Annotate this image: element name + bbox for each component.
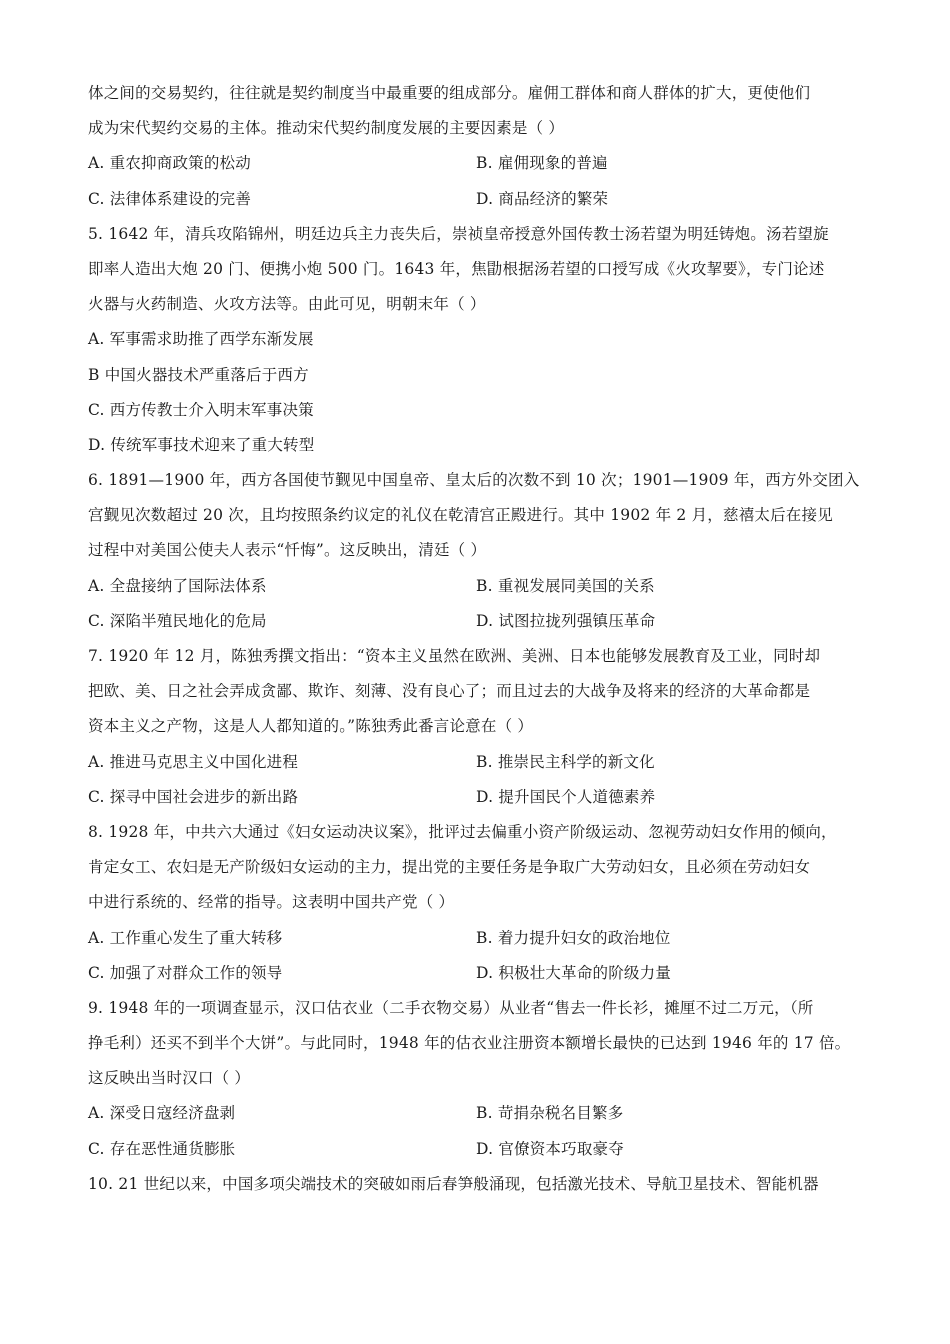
- question-10: [88, 1167, 888, 1202]
- question-7: [88, 639, 888, 815]
- option-d: D. 试图拉拢列强镇压革命: [476, 611, 656, 630]
- question-7-line-3: 资本主义之产物，这是人人都知道的。”陈独秀此番言论意在（ ）: [88, 717, 534, 736]
- question-4-line-1: 体之间的交易契约，往往就是契约制度当中最重要的组成部分。雇佣工群体和商人群体的扩大，更使他们: [88, 84, 811, 102]
- option-b: B. 重视发展同美国的关系: [476, 576, 655, 595]
- question-5-line-1: 5. 1642 年，清兵攻陷锦州，明廷边兵主力丧失后，崇祯皇帝授意外国传教士汤若望为明廷铸炮。汤若望旋: [88, 224, 829, 243]
- option-d: D. 提升国民个人道德素养: [476, 787, 656, 806]
- question-7-line-2: 把欧、美、日之社会弄成贪鄙、欺诈、刻薄、没有良心了；而且过去的大战争及将来的经济的大革命都是: [88, 682, 811, 701]
- option-a: A. 重农抑商政策的松动: [88, 154, 251, 173]
- option-d: D. 官僚资本巧取豪夺: [476, 1139, 624, 1158]
- option-a: A. 全盘接纳了国际法体系: [88, 576, 267, 595]
- question-4-options-row-2: [88, 182, 888, 217]
- option-a: A. 推进马克思主义中国化进程: [88, 752, 299, 771]
- question-7-options-row-1: [88, 745, 888, 780]
- question-8: [88, 815, 888, 991]
- question-6-options-row-2: [88, 604, 888, 639]
- option-d: D. 积极壮大革命的阶级力量: [476, 963, 672, 982]
- option-c: C. 法律体系建设的完善: [88, 189, 252, 208]
- question-9-line-2: 挣毛利）还买不到半个大饼”。与此同时，1948 年的估衣业注册资本额增长最快的已达到 1946 年的 17 倍。: [88, 1034, 851, 1053]
- option-d: D. 商品经济的繁荣: [476, 189, 609, 208]
- option-b: B. 着力提升妇女的政治地位: [476, 928, 671, 947]
- option-c: C. 探寻中国社会进步的新出路: [88, 787, 299, 806]
- option-b: B. 雇佣现象的普遍: [476, 154, 608, 173]
- question-5-line-2: 即率人造出大炮 20 门、便携小炮 500 门。1643 年，焦勖根据汤若望的口授写成《火攻挈要》，专门论述: [88, 259, 825, 278]
- question-9-line-1: 9. 1948 年的一项调查显示，汉口估衣业（二手衣物交易）从业者“售去一件长衫，摊厘不过二万元，（所: [88, 998, 814, 1017]
- question-5: [88, 217, 888, 463]
- question-7-options-row-2: [88, 780, 888, 815]
- question-8-line-2: 肯定女工、农妇是无产阶级妇女运动的主力，提出党的主要任务是争取广大劳动妇女，且必须在劳动妇女: [88, 858, 811, 877]
- option-b: B. 苛捐杂税名目繁多: [476, 1104, 624, 1123]
- option-b: B. 推崇民主科学的新文化: [476, 752, 655, 771]
- question-4-options-row-1: [88, 146, 888, 181]
- question-8-line-3: 中进行系统的、经常的指导。这表明中国共产党（ ）: [88, 893, 455, 912]
- question-6-line-2: 宫觐见次数超过 20 次，且均按照条约议定的礼仪在乾清宫正殿进行。其中 1902 年 2 月，慈禧太后在接见: [88, 506, 833, 525]
- question-9-options-row-2: [88, 1132, 888, 1167]
- question-7-line-1: 7. 1920 年 12 月，陈独秀撰文指出：“资本主义虽然在欧洲、美洲、日本也能够发展教育及工业，同时却: [88, 647, 821, 665]
- option-a: A. 工作重心发生了重大转移: [88, 928, 283, 947]
- question-4-line-2: 成为宋代契约交易的主体。推动宋代契约制度发展的主要因素是（ ）: [88, 119, 565, 138]
- option-d: D. 传统军事技术迎来了重大转型: [88, 435, 315, 454]
- option-c: C. 存在恶性通货膨胀: [88, 1139, 236, 1158]
- question-6-options-row-1: [88, 569, 888, 604]
- question-9-line-3: 这反映出当时汉口（ ）: [88, 1069, 251, 1088]
- question-8-options-row-1: [88, 921, 888, 956]
- question-6-line-1: 6. 1891—1900 年，西方各国使节觐见中国皇帝、皇太后的次数不到 10 次；1901—1909 年，西方外交团入: [88, 471, 860, 490]
- question-8-options-row-2: [88, 956, 888, 991]
- question-6-line-3: 过程中对美国公使夫人表示“忏悔”。这反映出，清廷（ ）: [88, 541, 487, 560]
- question-4: [88, 76, 888, 217]
- question-6: [88, 463, 888, 639]
- option-c: C. 深陷半殖民地化的危局: [88, 611, 267, 630]
- option-c: C. 西方传教士介入明末军事决策: [88, 400, 314, 419]
- question-9: [88, 991, 888, 1167]
- question-10-line-1: 10. 21 世纪以来，中国多项尖端技术的突破如雨后春笋般涌现，包括激光技术、导航卫星技术、智能机器: [88, 1174, 819, 1193]
- question-8-line-1: 8. 1928 年，中共六大通过《妇女运动决议案》，批评过去偏重小资产阶级运动、忽视劳动妇女作用的倾向，: [88, 822, 837, 841]
- option-a: A. 深受日寇经济盘剥: [88, 1104, 236, 1123]
- option-b: B 中国火器技术严重落后于西方: [88, 365, 309, 384]
- option-c: C. 加强了对群众工作的领导: [88, 963, 283, 982]
- question-9-options-row-1: [88, 1096, 888, 1131]
- option-a: A. 军事需求助推了西学东渐发展: [88, 330, 314, 349]
- question-5-line-3: 火器与火药制造、火攻方法等。由此可见，明朝末年（ ）: [88, 295, 486, 314]
- exam-page: [88, 76, 888, 1202]
